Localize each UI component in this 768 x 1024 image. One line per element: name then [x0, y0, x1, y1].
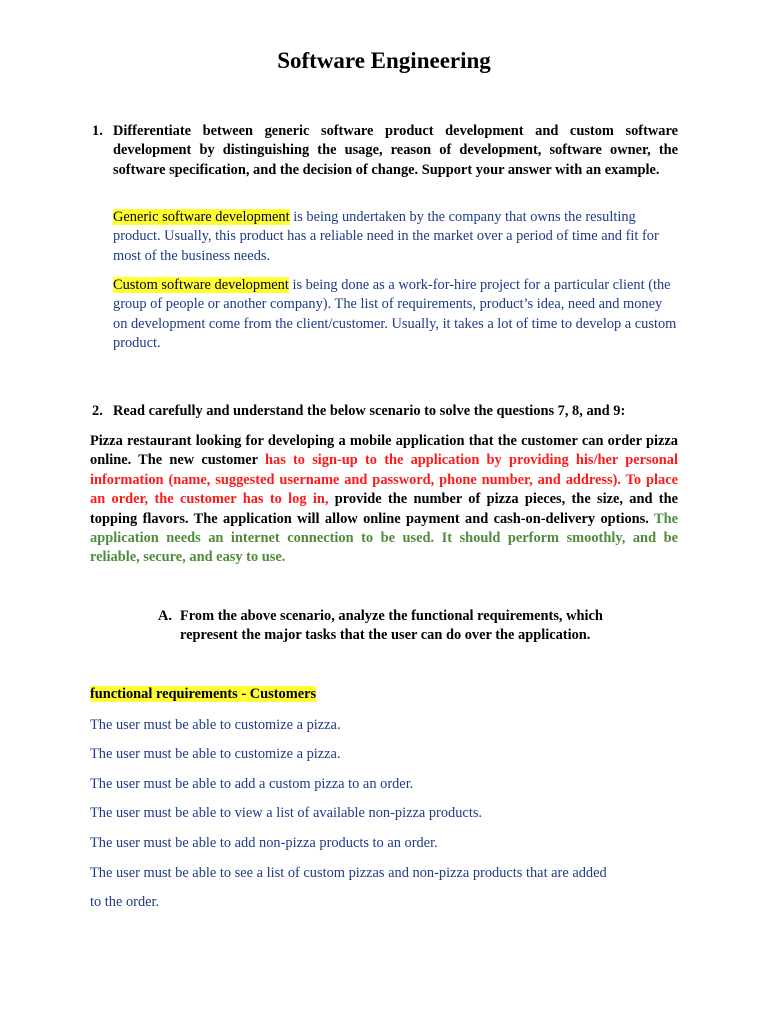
- question-a-letter: A.: [158, 608, 172, 624]
- generic-development-paragraph: [113, 208, 678, 266]
- question-1-number: 1.: [92, 123, 103, 139]
- question-1: [92, 122, 678, 180]
- generic-development-text: is being undertaken by the company that owns the resulting product. Usually, this product has a reliable need in the market over a period of time and fit for most of the business needs.: [113, 209, 659, 264]
- question-a: [158, 607, 650, 646]
- question-2: [92, 402, 678, 421]
- question-a-text: From the above scenario, analyze the functional requirements, which represent the major tasks that the user can do over the application.: [180, 608, 603, 644]
- functional-requirements-heading-text: functional requirements - Customers: [90, 686, 317, 702]
- question-2-number: 2.: [92, 403, 103, 419]
- custom-development-text: is being done as a work-for-hire project for a particular client (the group of people or another company). The list of requirements, product’s idea, need and money on development come from the client/customer. Usually, it takes a lot of time to develop a custom product.: [113, 277, 677, 352]
- page-title: Software Engineering: [277, 48, 491, 73]
- scenario-part-1: Pizza restaurant looking for developing a mobile application that the customer can order pizza online. The new customer: [90, 433, 678, 469]
- functional-requirements-heading: [90, 685, 316, 704]
- requirement-item: to the order.: [90, 894, 160, 910]
- custom-development-label: Custom software development: [113, 277, 289, 293]
- scenario-paragraph: [90, 432, 678, 568]
- generic-development-label: Generic software development: [113, 209, 290, 225]
- question-2-text: Read carefully and understand the below scenario to solve the questions 7, 8, and 9:: [113, 403, 626, 419]
- scenario-part-2: has to sign-up to the application by providing his/her personal information (name, suggested username and password, phone number, and address). To place an order, the customer has to log in,: [90, 452, 678, 508]
- requirement-item: The user must be able to customize a pizza.: [90, 746, 341, 762]
- custom-development-paragraph: [113, 276, 678, 354]
- requirement-item: The user must be able to see a list of custom pizzas and non-pizza products that are added: [90, 865, 607, 881]
- scenario-part-4: The application needs an internet connection to be used. It should perform smoothly, and be reliable, secure, and easy to use.: [90, 510, 678, 566]
- requirement-item: The user must be able to customize a pizza.: [90, 717, 341, 733]
- requirement-item: The user must be able to add a custom pizza to an order.: [90, 776, 414, 792]
- requirement-item: The user must be able to add non-pizza products to an order.: [90, 835, 438, 851]
- question-1-text: Differentiate between generic software product development and custom software development by distinguishing the usage, reason of development, software owner, the software specification, and the decision of change. Support your answer with an example.: [113, 123, 678, 178]
- scenario-part-3: provide the number of pizza pieces, the size, and the topping flavors. The application will allow online payment and cash-on-delivery options.: [90, 491, 678, 527]
- requirement-item: The user must be able to view a list of available non-pizza products.: [90, 805, 483, 821]
